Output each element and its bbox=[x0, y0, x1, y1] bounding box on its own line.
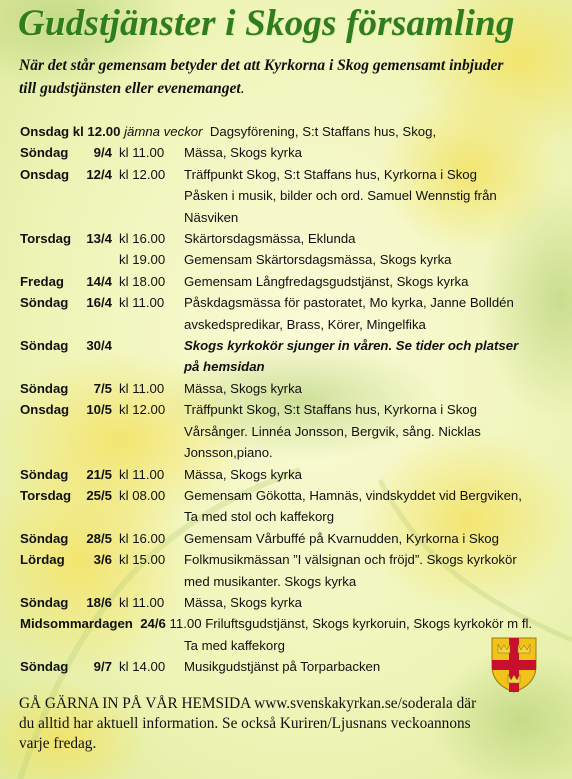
event-line: Gemensam Långfredagsgudstjänst, Skogs kyrka bbox=[184, 273, 469, 289]
event-line: avskedspredikar, Brass, Körer, Mingelfika bbox=[184, 316, 426, 332]
event-row bbox=[20, 228, 560, 249]
page-title: Gudstjänster i Skogs församling bbox=[18, 3, 515, 44]
event-day: Söndag bbox=[20, 380, 69, 396]
event-line: på hemsidan bbox=[184, 359, 265, 375]
event-date-number: 9/7 bbox=[93, 659, 112, 675]
event-description bbox=[184, 271, 560, 292]
event-day: Lördag bbox=[20, 552, 65, 568]
event-time: kl 11.00 bbox=[119, 380, 165, 396]
intro-text bbox=[19, 54, 554, 100]
event-date-number: 18/6 bbox=[86, 594, 112, 610]
event-line: Jonsson,piano. bbox=[184, 445, 273, 461]
event-description bbox=[184, 335, 560, 378]
event-line: Vårsånger. Linnéa Jonsson, Bergvik, sång. Nicklas bbox=[184, 423, 481, 439]
event-date bbox=[20, 464, 112, 485]
event-date bbox=[20, 292, 112, 313]
event-time: kl 12.00 bbox=[119, 402, 166, 418]
event-description bbox=[184, 485, 560, 528]
weekly-text: Dagsyförening, S:t Staffans hus, Skog, bbox=[209, 124, 437, 139]
event-date-number: 10/5 bbox=[86, 402, 112, 418]
event-row bbox=[20, 549, 560, 592]
event-time: kl 15.00 bbox=[119, 552, 166, 568]
event-date bbox=[20, 142, 112, 163]
event-date bbox=[20, 228, 112, 249]
weekly-note: jämna veckor bbox=[124, 124, 203, 139]
event-line: Mässa, Skogs kyrka bbox=[184, 466, 302, 482]
event-day: Söndag bbox=[20, 659, 69, 675]
event-row bbox=[20, 335, 560, 378]
event-row bbox=[20, 399, 560, 463]
event-line: Påskdagsmässa för pastoratet, Mo kyrka, Janne Bolldén bbox=[184, 295, 514, 311]
event-date-number: 7/5 bbox=[93, 380, 112, 396]
weekly-day: Onsdag kl 12.00 bbox=[20, 124, 121, 139]
event-row bbox=[20, 485, 560, 528]
event-row bbox=[20, 292, 560, 335]
event-date bbox=[20, 528, 112, 549]
event-date bbox=[20, 656, 112, 677]
event-line: Träffpunkt Skog, S:t Staffans hus, Kyrkorna i Skog bbox=[184, 166, 477, 182]
event-description bbox=[184, 549, 560, 592]
midsommar-line-2: Ta med kaffekorg bbox=[184, 637, 285, 653]
midsommar-row-2 bbox=[20, 635, 560, 656]
event-description bbox=[184, 378, 560, 399]
midsommar-row bbox=[20, 613, 560, 634]
midsommar-date: 24/6 bbox=[140, 616, 166, 632]
event-day: Söndag bbox=[20, 594, 69, 610]
weekly-event-row bbox=[20, 121, 560, 142]
event-date-number: 16/4 bbox=[86, 295, 112, 311]
event-day: Onsdag bbox=[20, 402, 70, 418]
event-date-number: 28/5 bbox=[86, 530, 112, 546]
event-line: Mässa, Skogs kyrka bbox=[184, 145, 302, 161]
event-row bbox=[20, 528, 560, 549]
event-line: Ta med stol och kaffekorg bbox=[184, 509, 335, 525]
event-list bbox=[20, 142, 560, 613]
midsommar-text: 11.00 Friluftsgudstjänst, Skogs kyrkoruin, Skogs kyrkokör m fl. bbox=[169, 616, 533, 632]
footer-text bbox=[19, 694, 539, 754]
event-day: Söndag bbox=[20, 338, 69, 354]
event-description bbox=[184, 399, 560, 463]
event-time: kl 16.00 bbox=[119, 530, 166, 546]
event-date bbox=[20, 335, 112, 356]
event-row bbox=[20, 592, 560, 613]
event-day: Söndag bbox=[20, 145, 69, 161]
event-description bbox=[184, 464, 560, 485]
event-time: kl 11.00 bbox=[119, 466, 165, 482]
event-date bbox=[20, 378, 112, 399]
event-description bbox=[184, 592, 560, 613]
event-date bbox=[20, 164, 112, 185]
intro-line-2: till gudstjänsten eller evenemanget bbox=[19, 80, 241, 97]
footer-line-1: GÅ GÄRNA IN PÅ VÅR HEMSIDA www.svenskakyrkan.se/soderala där bbox=[19, 695, 477, 712]
event-row bbox=[20, 271, 560, 292]
event-description bbox=[184, 164, 560, 228]
event-day: Söndag bbox=[20, 530, 69, 546]
event-day: Söndag bbox=[20, 466, 69, 482]
event-description bbox=[184, 249, 560, 270]
event-time: kl 11.00 bbox=[119, 594, 165, 610]
event-row bbox=[20, 464, 560, 485]
event-line: Gemensam Gökotta, Hamnäs, vindskyddet vid Bergviken, bbox=[184, 487, 522, 503]
event-time: kl 19.00 bbox=[119, 252, 166, 268]
event-row bbox=[20, 378, 560, 399]
event-date bbox=[20, 592, 112, 613]
event-line: med musikanter. Skogs kyrka bbox=[184, 573, 357, 589]
event-date-number: 3/6 bbox=[93, 552, 112, 568]
event-row bbox=[20, 164, 560, 228]
event-line: Träffpunkt Skog, S:t Staffans hus, Kyrkorna i Skog bbox=[184, 402, 477, 418]
church-shield-icon bbox=[490, 636, 538, 694]
event-date bbox=[20, 485, 112, 506]
event-date-number: 30/4 bbox=[86, 338, 112, 354]
event-line: Skärtorsdagsmässa, Eklunda bbox=[184, 231, 356, 247]
event-date-number: 14/4 bbox=[86, 273, 112, 289]
event-date-number: 9/4 bbox=[93, 145, 112, 161]
event-date bbox=[20, 271, 112, 292]
event-line: Skogs kyrkokör sjunger in våren. Se tider och platser bbox=[184, 338, 519, 354]
intro-line-1: När det står gemensam betyder det att Kyrkorna i Skog gemensamt inbjuder bbox=[19, 57, 504, 74]
footer-line-2: du alltid har aktuell information. Se också Kuriren/Ljusnans veckoannons bbox=[19, 715, 471, 732]
event-row bbox=[20, 249, 560, 270]
event-date-number: 13/4 bbox=[86, 231, 112, 247]
event-line: Näsviken bbox=[184, 209, 239, 225]
event-row bbox=[20, 142, 560, 163]
event-description bbox=[184, 292, 560, 335]
event-time: kl 08.00 bbox=[119, 487, 166, 503]
event-description bbox=[184, 142, 560, 163]
intro-period: . bbox=[240, 80, 245, 97]
event-day: Torsdag bbox=[20, 487, 72, 503]
event-description bbox=[184, 528, 560, 549]
event-date-number: 25/5 bbox=[86, 487, 112, 503]
event-line: Musikgudstjänst på Torparbacken bbox=[184, 659, 381, 675]
footer-line-3: varje fredag. bbox=[19, 735, 97, 752]
event-row bbox=[20, 656, 560, 677]
event-description bbox=[184, 228, 560, 249]
event-time: kl 18.00 bbox=[119, 273, 166, 289]
event-line: Gemensam Vårbuffé på Kvarnudden, Kyrkorna i Skog bbox=[184, 530, 499, 546]
event-line: Gemensam Skärtorsdagsmässa, Skogs kyrka bbox=[184, 252, 452, 268]
event-date bbox=[20, 549, 112, 570]
event-day: Söndag bbox=[20, 295, 69, 311]
event-time: kl 11.00 bbox=[119, 295, 165, 311]
event-time: kl 12.00 bbox=[119, 166, 166, 182]
event-day: Fredag bbox=[20, 273, 64, 289]
event-date-number: 12/4 bbox=[86, 166, 112, 182]
event-time: kl 16.00 bbox=[119, 231, 166, 247]
event-date bbox=[20, 399, 112, 420]
schedule bbox=[20, 121, 560, 678]
event-time: kl 11.00 bbox=[119, 145, 165, 161]
event-line: Mässa, Skogs kyrka bbox=[184, 594, 302, 610]
event-line: Mässa, Skogs kyrka bbox=[184, 380, 302, 396]
event-line: Folkmusikmässan ”I välsignan och fröjd”. Skogs kyrkokör bbox=[184, 552, 517, 568]
event-time: kl 14.00 bbox=[119, 659, 166, 675]
midsommar-day: Midsommardagen bbox=[20, 616, 133, 632]
event-line: Påsken i musik, bilder och ord. Samuel Wennstig från bbox=[184, 188, 497, 204]
event-day: Onsdag bbox=[20, 166, 70, 182]
event-date-number: 21/5 bbox=[86, 466, 112, 482]
last-event bbox=[20, 656, 560, 677]
event-day: Torsdag bbox=[20, 231, 72, 247]
